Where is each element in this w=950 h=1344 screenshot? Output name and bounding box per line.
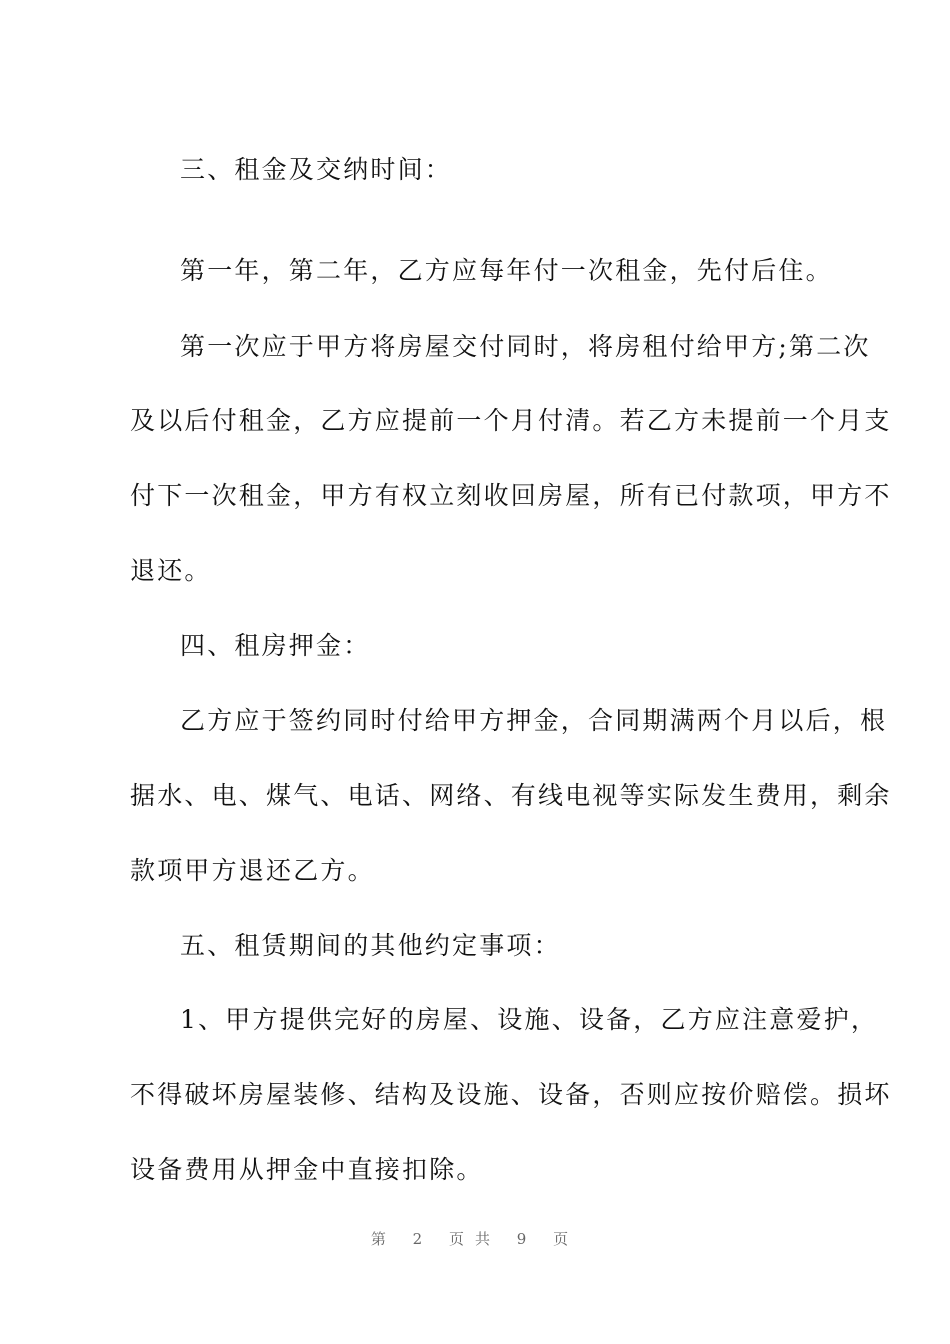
section-heading-rent-payment: 三、租金及交纳时间： [180,155,453,184]
section-heading-deposit: 四、租房押金： [180,631,371,660]
paragraph-line: 据水、电、煤气、电话、网络、有线电视等实际发生费用，剩余 [130,781,892,810]
paragraph-line: 乙方应于签约同时付给甲方押金，合同期满两个月以后，根 [180,706,888,735]
paragraph-line: 及以后付租金，乙方应提前一个月付清。若乙方未提前一个月支 [130,406,892,435]
paragraph-line: 1、甲方提供完好的房屋、设施、设备，乙方应注意爱护， [180,1005,879,1034]
paragraph-line: 第一次应于甲方将房屋交付同时，将房租付给甲方;第二次 [180,332,871,361]
paragraph-line: 退还。 [130,556,212,585]
paragraph-line: 款项甲方退还乙方。 [130,856,375,885]
page-number-footer: 第 2 页共 9 页 [370,1230,580,1248]
paragraph-line: 付下一次租金，甲方有权立刻收回房屋，所有已付款项，甲方不 [130,481,892,510]
paragraph-line: 设备费用从押金中直接扣除。 [130,1155,484,1184]
paragraph-line: 第一年，第二年，乙方应每年付一次租金，先付后住。 [180,256,833,285]
section-heading-other-terms: 五、租赁期间的其他约定事项： [180,931,561,960]
paragraph-line: 不得破坏房屋装修、结构及设施、设备，否则应按价赔偿。损坏 [130,1080,892,1109]
